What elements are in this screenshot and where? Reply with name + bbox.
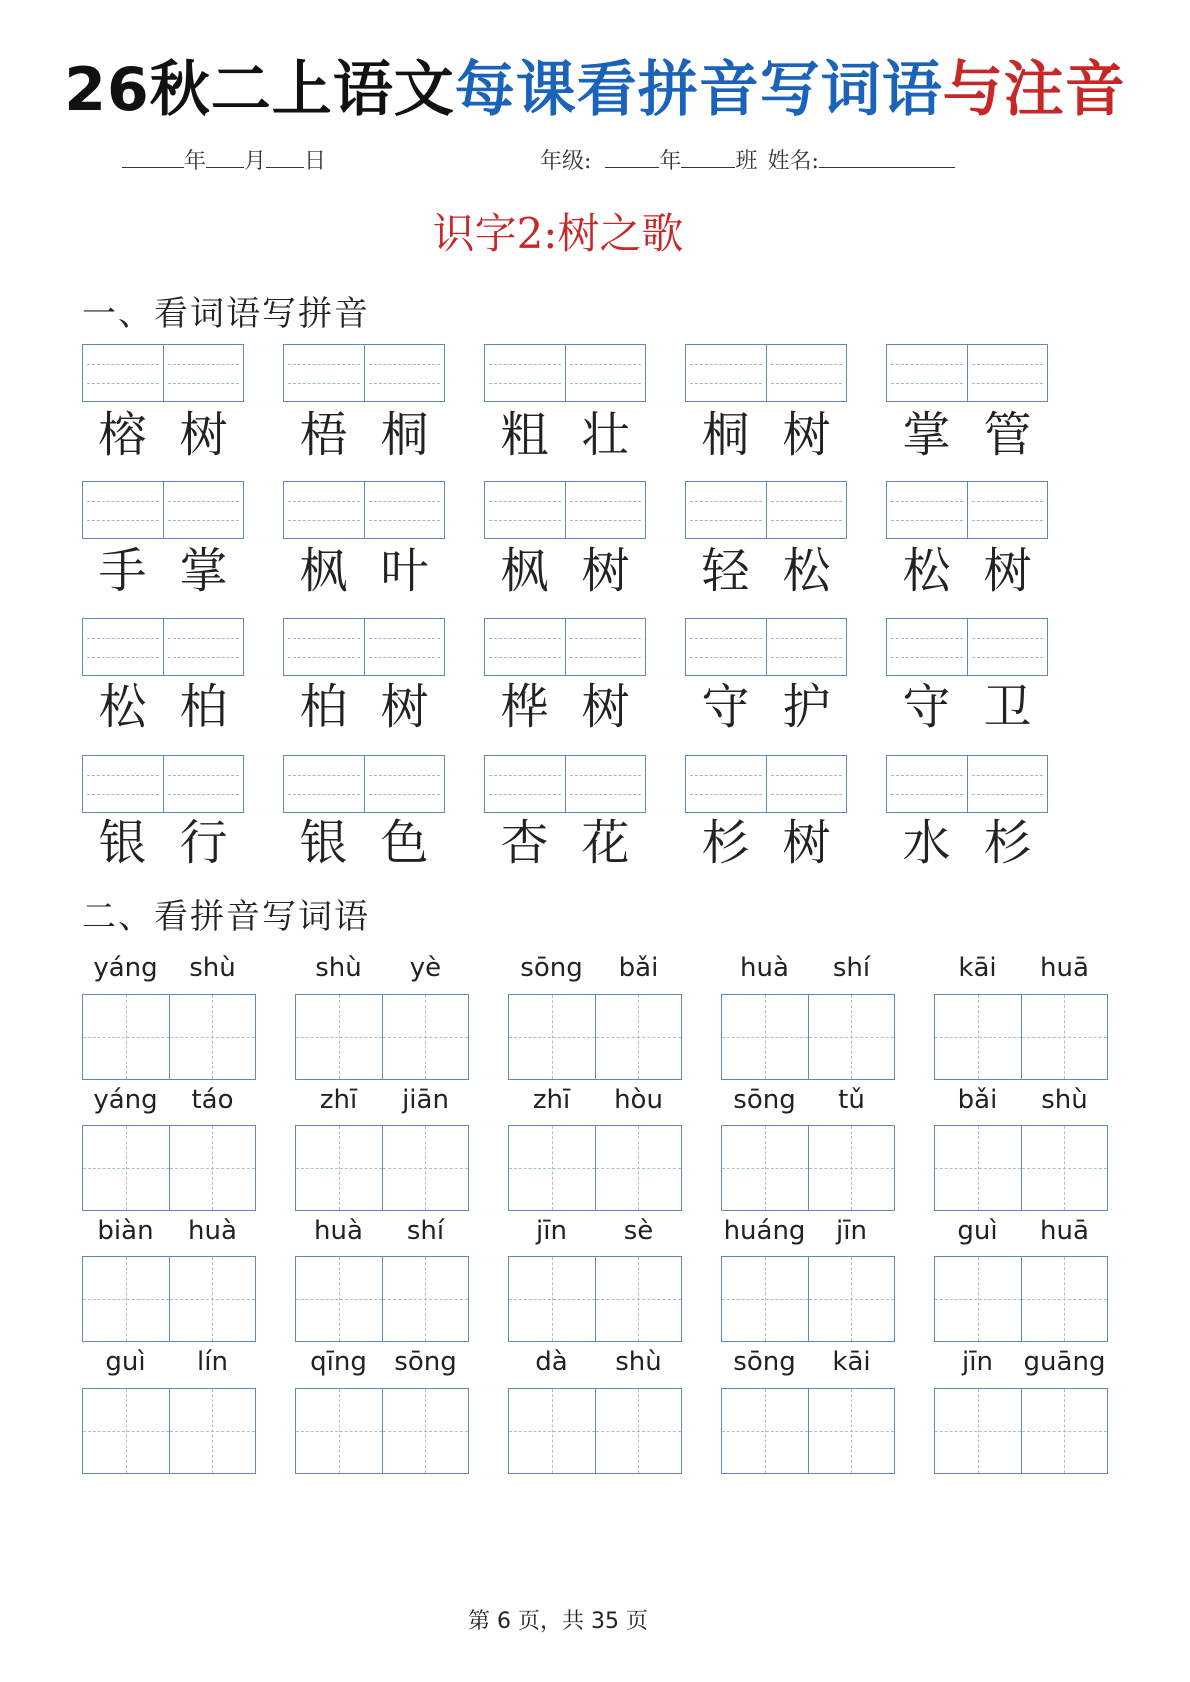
character-writing-grid[interactable] [82,1388,256,1474]
pinyin-answer-box[interactable] [82,755,244,813]
pinyin-answer-cell[interactable] [967,619,1048,675]
pinyin-answer-box[interactable] [283,344,445,402]
pinyin-answer-cell[interactable] [766,619,847,675]
tianzige-cell[interactable] [509,995,595,1079]
month-blank[interactable] [206,145,244,168]
pinyin-answer-cell[interactable] [83,756,163,812]
word-character: 卫 [983,679,1032,735]
word-characters [82,405,244,465]
grade-blank[interactable] [605,145,659,168]
pinyin-answer-box[interactable] [685,344,847,402]
word-character: 树 [983,543,1032,599]
word-characters [886,813,1048,873]
word-character: 枫 [500,543,549,599]
pinyin-syllable: dà [535,1347,568,1377]
word-character: 杉 [983,815,1032,871]
pinyin-answer-box[interactable] [886,481,1048,539]
pinyin-answer-cell[interactable] [163,482,244,538]
word-characters [82,813,244,873]
tianzige-cell[interactable] [83,1126,169,1210]
pinyin-answer-cell[interactable] [364,619,445,675]
tianzige-cell[interactable] [1021,995,1108,1079]
pinyin-answer-cell[interactable] [284,756,364,812]
word-pinyin [934,1214,1108,1248]
word-character: 枫 [299,543,348,599]
character-writing-grid[interactable] [721,1388,895,1474]
pinyin-answer-cell[interactable] [887,345,967,401]
tianzige-cell[interactable] [169,1126,256,1210]
tianzige-cell[interactable] [595,1389,682,1473]
year-blank[interactable] [122,145,184,168]
pinyin-syllable: zhī [319,1085,358,1115]
character-writing-grid[interactable] [721,1256,895,1342]
tianzige-cell[interactable] [509,1389,595,1473]
day-blank[interactable] [266,145,304,168]
character-writing-grid[interactable] [295,994,469,1080]
tianzige-cell[interactable] [722,995,808,1079]
pinyin-answer-cell[interactable] [686,482,766,538]
worksheet-title [0,50,1190,130]
word-character: 松 [902,543,951,599]
word-characters [82,541,244,601]
pinyin-answer-box[interactable] [685,481,847,539]
pinyin-answer-cell[interactable] [686,619,766,675]
word-character: 桐 [380,407,429,463]
pinyin-answer-cell[interactable] [83,345,163,401]
year-label: 年 [184,149,207,174]
pinyin-answer-cell[interactable] [284,482,364,538]
word-character: 掌 [902,407,951,463]
tianzige-cell[interactable] [169,995,256,1079]
pinyin-answer-box[interactable] [283,755,445,813]
pinyin-answer-cell[interactable] [364,345,445,401]
word-pinyin [934,951,1108,985]
month-label: 月 [244,149,267,174]
title-part-topic: 每课看拼音写词语 [454,55,943,125]
tianzige-cell[interactable] [382,1126,469,1210]
tianzige-cell[interactable] [382,1389,469,1473]
word-pinyin [508,1345,682,1379]
character-writing-grid[interactable] [508,1125,682,1211]
pinyin-answer-cell[interactable] [967,345,1048,401]
pinyin-answer-cell[interactable] [364,756,445,812]
pinyin-answer-cell[interactable] [284,345,364,401]
word-character: 轻 [701,543,750,599]
pinyin-answer-box[interactable] [685,618,847,676]
pinyin-answer-cell[interactable] [485,619,565,675]
tianzige-cell[interactable] [296,1126,382,1210]
lesson-title: 识字2:树之歌 [432,209,684,258]
word-characters [685,405,847,465]
pinyin-syllable: jiān [402,1085,449,1115]
pinyin-syllable: jīn [836,1216,867,1246]
word-pinyin [721,1345,895,1379]
pinyin-answer-cell[interactable] [686,345,766,401]
tianzige-cell[interactable] [722,1257,808,1341]
tianzige-cell[interactable] [169,1257,256,1341]
tianzige-cell[interactable] [509,1126,595,1210]
word-character: 杏 [500,815,549,871]
pinyin-answer-cell[interactable] [163,345,244,401]
pinyin-answer-cell[interactable] [485,482,565,538]
day-label: 日 [304,149,327,174]
pinyin-answer-box[interactable] [484,344,646,402]
tianzige-cell[interactable] [808,1126,895,1210]
word-characters [82,677,244,737]
word-character: 守 [701,679,750,735]
word-pinyin [82,1083,256,1117]
pinyin-answer-cell[interactable] [485,756,565,812]
pinyin-syllable: huā [1040,953,1089,983]
pinyin-answer-box[interactable] [484,755,646,813]
grade-label: 年级: [540,149,592,174]
pinyin-syllable: huà [188,1216,237,1246]
word-characters [484,677,646,737]
title-part-annotate: 与注音 [942,55,1126,125]
pinyin-answer-box[interactable] [886,618,1048,676]
word-character: 梧 [299,407,348,463]
pinyin-answer-cell[interactable] [83,482,163,538]
pinyin-answer-box[interactable] [484,618,646,676]
tianzige-cell[interactable] [808,995,895,1079]
pinyin-answer-cell[interactable] [967,482,1048,538]
pinyin-syllable: bǎi [957,1085,998,1115]
pinyin-answer-box[interactable] [484,481,646,539]
pinyin-answer-cell[interactable] [163,619,244,675]
tianzige-cell[interactable] [1021,1257,1108,1341]
tianzige-cell[interactable] [808,1257,895,1341]
pinyin-syllable: kāi [832,1347,871,1377]
word-character: 柏 [179,679,228,735]
section1-heading: 一、看词语写拼音 [82,294,370,334]
tianzige-cell[interactable] [296,1257,382,1341]
word-pinyin [508,1214,682,1248]
word-pinyin [295,1214,469,1248]
pinyin-syllable: lín [197,1347,228,1377]
pinyin-answer-cell[interactable] [686,756,766,812]
pinyin-answer-cell[interactable] [887,619,967,675]
pinyin-syllable: yè [409,953,442,983]
character-writing-grid[interactable] [508,1256,682,1342]
pinyin-syllable: jīn [536,1216,567,1246]
pinyin-syllable: huā [1040,1216,1089,1246]
tianzige-cell[interactable] [722,1389,808,1473]
name-label: 姓名: [767,149,819,174]
character-writing-grid[interactable] [934,1125,1108,1211]
character-writing-grid[interactable] [82,1256,256,1342]
pinyin-syllable: kāi [958,953,997,983]
tianzige-cell[interactable] [382,995,469,1079]
character-writing-grid[interactable] [82,1125,256,1211]
word-pinyin [508,951,682,985]
word-pinyin [721,951,895,985]
word-character: 柏 [299,679,348,735]
word-character: 壮 [581,407,630,463]
word-pinyin [82,1214,256,1248]
character-writing-grid[interactable] [934,1388,1108,1474]
title-part-grade: 26秋二上语文 [64,55,455,125]
word-character: 银 [98,815,147,871]
word-pinyin [295,1345,469,1379]
tianzige-cell[interactable] [935,1257,1021,1341]
pinyin-syllable: bǎi [618,953,659,983]
grade-year-label: 年 [659,149,682,174]
class-label: 班 [735,149,758,174]
pinyin-syllable: shí [832,953,871,983]
word-characters [886,405,1048,465]
section2-heading: 二、看拼音写词语 [82,897,370,937]
pinyin-answer-cell[interactable] [284,619,364,675]
pinyin-answer-cell[interactable] [83,619,163,675]
pinyin-answer-cell[interactable] [364,482,445,538]
word-characters [283,405,445,465]
pinyin-syllable: huáng [723,1216,806,1246]
word-character: 树 [782,407,831,463]
word-character: 叶 [380,543,429,599]
tianzige-cell[interactable] [722,1126,808,1210]
word-character: 管 [983,407,1032,463]
student-info-line [540,145,955,177]
word-characters [283,813,445,873]
date-line [122,145,326,177]
word-character: 掌 [179,543,228,599]
word-characters [685,541,847,601]
word-pinyin [721,1083,895,1117]
pinyin-answer-cell[interactable] [565,482,646,538]
pinyin-syllable: sōng [520,953,583,983]
word-characters [484,405,646,465]
word-pinyin [721,1214,895,1248]
word-characters [886,541,1048,601]
character-writing-grid[interactable] [721,1125,895,1211]
word-character: 树 [581,543,630,599]
pinyin-answer-box[interactable] [685,755,847,813]
tianzige-cell[interactable] [1021,1126,1108,1210]
tianzige-cell[interactable] [296,995,382,1079]
word-character: 松 [98,679,147,735]
character-writing-grid[interactable] [934,994,1108,1080]
pinyin-syllable: shù [615,1347,662,1377]
pinyin-answer-box[interactable] [886,755,1048,813]
word-pinyin [82,1345,256,1379]
pinyin-answer-cell[interactable] [565,619,646,675]
pinyin-syllable: táo [191,1085,234,1115]
tianzige-cell[interactable] [595,1257,682,1341]
pinyin-syllable: biàn [97,1216,154,1246]
pinyin-syllable: qīng [310,1347,367,1377]
pinyin-syllable: hòu [614,1085,663,1115]
pinyin-syllable: jīn [962,1347,993,1377]
pinyin-syllable: shù [315,953,362,983]
word-character: 粗 [500,407,549,463]
pinyin-answer-box[interactable] [283,618,445,676]
character-writing-grid[interactable] [934,1256,1108,1342]
pinyin-answer-box[interactable] [886,344,1048,402]
word-characters [685,813,847,873]
pinyin-answer-cell[interactable] [565,345,646,401]
word-character: 守 [902,679,951,735]
pinyin-answer-box[interactable] [82,618,244,676]
page-number: 第 6 页，共 35 页 [468,1609,648,1634]
pinyin-syllable: tǔ [838,1085,865,1115]
pinyin-syllable: yáng [93,1085,158,1115]
tianzige-cell[interactable] [595,1126,682,1210]
pinyin-syllable: guāng [1023,1347,1106,1377]
tianzige-cell[interactable] [935,1126,1021,1210]
tianzige-cell[interactable] [935,1389,1021,1473]
tianzige-cell[interactable] [296,1389,382,1473]
word-pinyin [934,1083,1108,1117]
pinyin-syllable: sōng [394,1347,457,1377]
word-character: 护 [782,679,831,735]
pinyin-syllable: shí [406,1216,445,1246]
word-character: 水 [902,815,951,871]
pinyin-syllable: zhī [532,1085,571,1115]
word-pinyin [934,1345,1108,1379]
word-characters [685,677,847,737]
word-pinyin [82,951,256,985]
pinyin-answer-cell[interactable] [485,345,565,401]
word-character: 树 [380,679,429,735]
tianzige-cell[interactable] [83,995,169,1079]
tianzige-cell[interactable] [83,1257,169,1341]
character-writing-grid[interactable] [508,1388,682,1474]
word-characters [283,677,445,737]
character-writing-grid[interactable] [295,1388,469,1474]
pinyin-syllable: sè [623,1216,654,1246]
word-character: 银 [299,815,348,871]
pinyin-syllable: shù [1041,1085,1088,1115]
pinyin-answer-cell[interactable] [887,482,967,538]
tianzige-cell[interactable] [83,1389,169,1473]
character-writing-grid[interactable] [295,1256,469,1342]
pinyin-syllable: huà [740,953,789,983]
pinyin-syllable: sōng [733,1347,796,1377]
tianzige-cell[interactable] [1021,1389,1108,1473]
pinyin-answer-cell[interactable] [163,756,244,812]
word-characters [283,541,445,601]
pinyin-answer-box[interactable] [82,344,244,402]
tianzige-cell[interactable] [935,995,1021,1079]
word-characters [484,813,646,873]
tianzige-cell[interactable] [808,1389,895,1473]
name-blank[interactable] [819,145,955,168]
pinyin-answer-cell[interactable] [967,756,1048,812]
word-pinyin [295,1083,469,1117]
pinyin-answer-cell[interactable] [766,756,847,812]
word-character: 行 [179,815,228,871]
pinyin-answer-box[interactable] [82,481,244,539]
word-characters [484,541,646,601]
tianzige-cell[interactable] [169,1389,256,1473]
character-writing-grid[interactable] [508,994,682,1080]
pinyin-answer-cell[interactable] [766,482,847,538]
word-character: 桦 [500,679,549,735]
character-writing-grid[interactable] [295,1125,469,1211]
word-characters [886,677,1048,737]
pinyin-answer-cell[interactable] [565,756,646,812]
word-pinyin [508,1083,682,1117]
word-character: 树 [782,815,831,871]
pinyin-answer-cell[interactable] [887,756,967,812]
word-character: 榕 [98,407,147,463]
tianzige-cell[interactable] [382,1257,469,1341]
pinyin-syllable: yáng [93,953,158,983]
word-character: 花 [581,815,630,871]
word-character: 色 [380,815,429,871]
tianzige-cell[interactable] [595,995,682,1079]
tianzige-cell[interactable] [509,1257,595,1341]
word-character: 杉 [701,815,750,871]
character-writing-grid[interactable] [721,994,895,1080]
character-writing-grid[interactable] [82,994,256,1080]
class-blank[interactable] [681,145,735,168]
pinyin-syllable: guì [957,1216,998,1246]
word-pinyin [295,951,469,985]
pinyin-syllable: huà [314,1216,363,1246]
word-character: 松 [782,543,831,599]
word-character: 手 [98,543,147,599]
pinyin-syllable: shù [189,953,236,983]
word-character: 树 [581,679,630,735]
word-character: 桐 [701,407,750,463]
pinyin-syllable: sōng [733,1085,796,1115]
pinyin-answer-box[interactable] [283,481,445,539]
pinyin-answer-cell[interactable] [766,345,847,401]
pinyin-syllable: guì [105,1347,146,1377]
word-character: 树 [179,407,228,463]
